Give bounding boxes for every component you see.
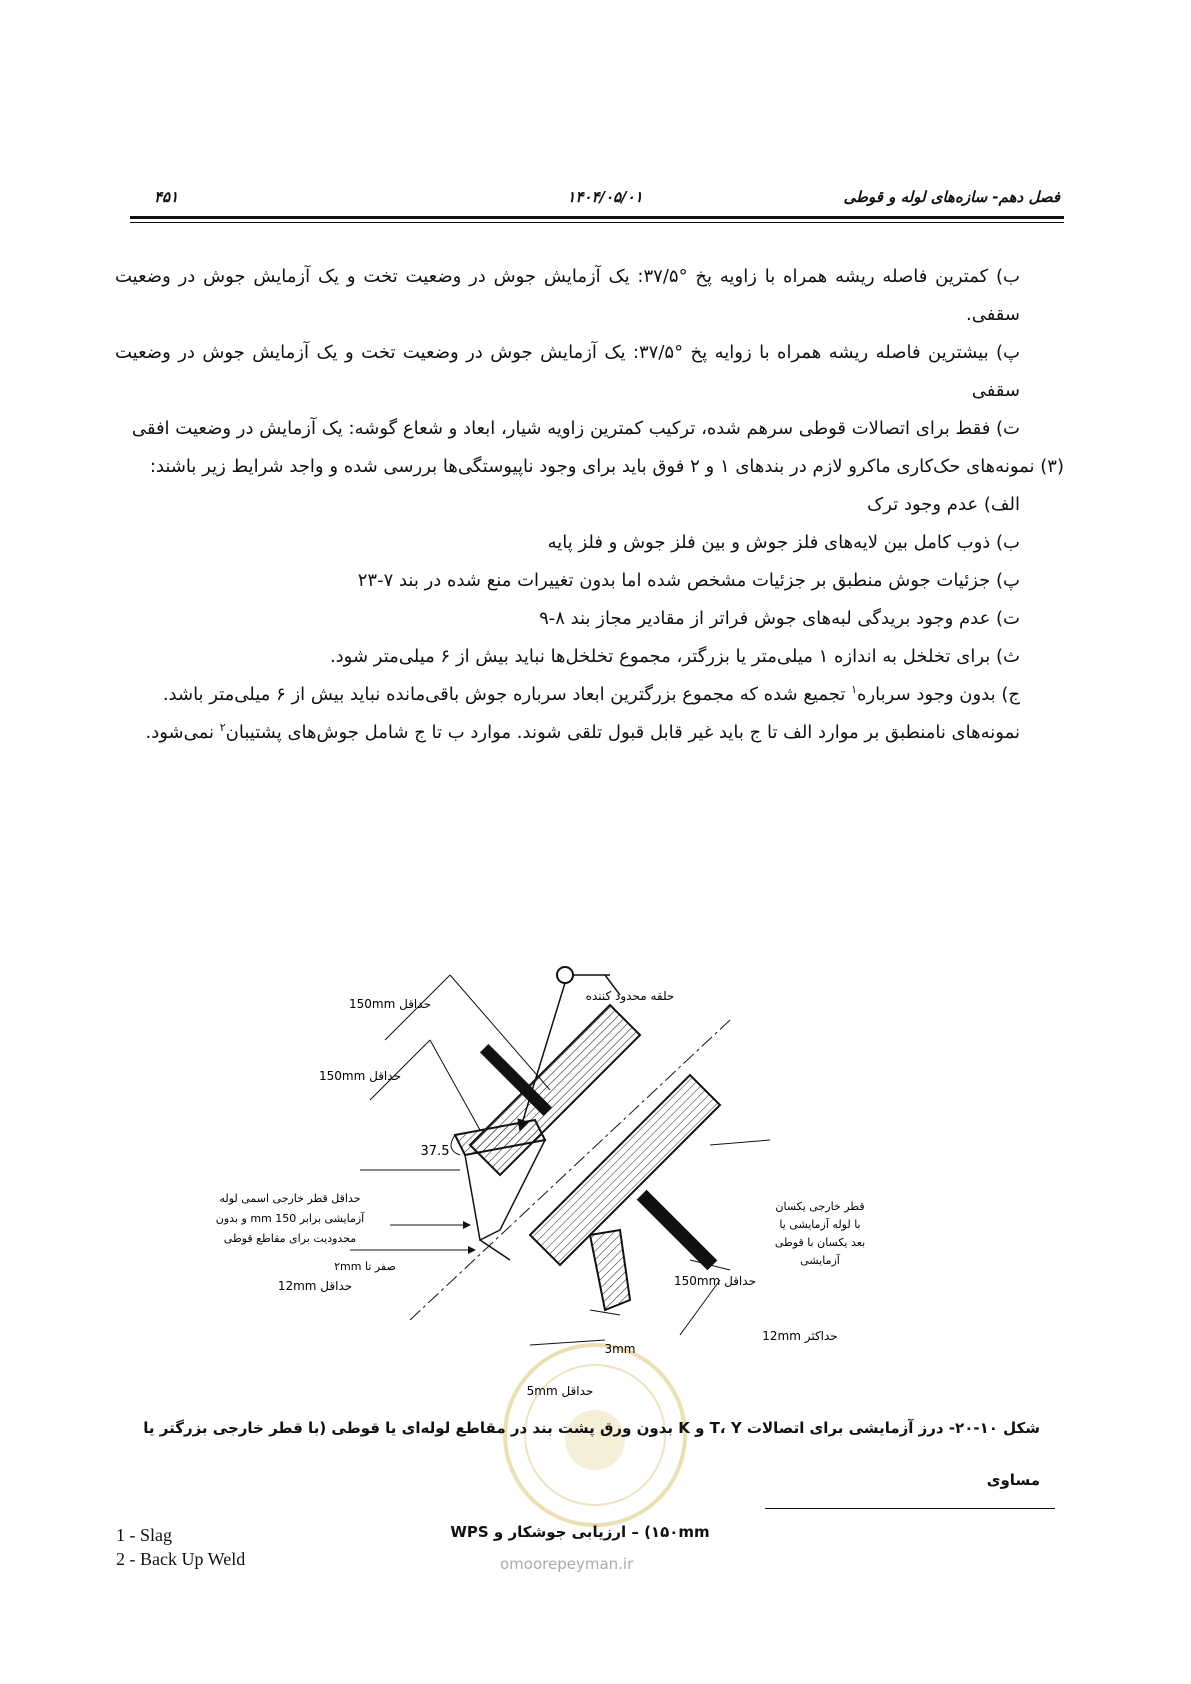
footnote-rule xyxy=(765,1508,1055,1509)
label-same-od-1: قطر خارجی یکسان xyxy=(775,1200,865,1213)
label-same-od-4: آزمایشی xyxy=(800,1254,840,1267)
footnote-2: 2 - Back Up Weld xyxy=(116,1549,246,1569)
watermark-text: omoorepeyman.ir xyxy=(500,1555,634,1573)
paragraph-p1: پ) بیشترین فاصله ریشه همراه با زوایه پخ °۳۷/۵: یک آزمایش جوش در وضعیت تخت و یک آزمایش جوش در وضعیت سقفی xyxy=(115,342,1021,401)
restraint-bar-bottom xyxy=(637,1190,718,1271)
label-angle: 37.5 xyxy=(420,1144,450,1159)
paragraph-t1: ت) فقط برای اتصالات قوطی سرهم شده، ترکیب کمترین زاویه شیار، ابعاد و شعاع گوشه: یک آزمایش در وضعیت افقی xyxy=(131,418,1020,439)
label-same-od-3: بعد یکسان با قوطی xyxy=(774,1236,866,1249)
item-jim-text-a: ج) بدون وجود سرباره xyxy=(857,684,1020,705)
caption-line-2: ۱۵۰mm) – ارزیابی جوشکار و WPS xyxy=(450,1523,710,1541)
label-3mm: 3mm xyxy=(604,1342,636,1356)
label-same-od-2: با لوله آزمایشی یا xyxy=(779,1218,861,1231)
label-od-note-3: محدودیت برای مقاطع قوطی xyxy=(223,1232,357,1245)
label-od-note-1: حداقل قطر خارجی اسمی لوله xyxy=(219,1192,361,1205)
chapter-title: فصل دهم- سازه‌های لوله و قوطی xyxy=(843,188,1060,206)
page-number: ۴۵۱ xyxy=(154,188,179,206)
paragraph-final xyxy=(115,714,1020,752)
header-date: ۱۴۰۴/۰۵/۰۱ xyxy=(567,188,643,206)
label-min150-top: حداقل 150mm xyxy=(349,997,431,1011)
label-max12: حداکثر 12mm xyxy=(762,1329,838,1343)
body-text xyxy=(115,258,1064,752)
welding-test-joint-figure xyxy=(210,940,910,1400)
item-jim-text-b: تجمیع شده که مجموع بزرگترین ابعاد سرباره جوش باقی‌مانده نباید بیش از ۶ میلی‌متر باشد. xyxy=(162,684,852,705)
label-min150-mid: حداقل 150mm xyxy=(319,1069,401,1083)
item-te: ت) عدم وجود بریدگی لبه‌های جوش فراتر از مقادیر مجاز بند ۸-۹ xyxy=(539,608,1020,629)
final-text-b: نمی‌شود. xyxy=(145,722,220,743)
page-header xyxy=(150,188,1060,214)
footnote-ref-1: ۱ xyxy=(851,683,858,696)
header-rule-thick xyxy=(130,216,1064,219)
footnote-1: 1 - Slag xyxy=(116,1525,172,1545)
item-alef: الف) عدم وجود ترک xyxy=(867,494,1020,515)
figure-caption xyxy=(120,1402,1040,1558)
item-se: ث) برای تخلخل به اندازه ۱ میلی‌متر یا بزرگتر، مجموع تخلخل‌ها نباید بیش از ۶ میلی‌متر شود. xyxy=(329,646,1020,667)
final-text-a: نمونه‌های نامنطبق بر موارد الف تا ج باید غیر قابل قبول تلقی شوند. موارد ب تا ج شامل جوش‌های پشتیبان xyxy=(225,722,1020,743)
label-restraint-ring: حلقه محدود کننده xyxy=(585,989,675,1003)
label-gap: صفر تا ۲mm xyxy=(334,1260,396,1273)
footnote-ref-2: ۲ xyxy=(219,721,226,734)
paragraph-b1: ب) کمترین فاصله ریشه همراه با زاویه پخ °۳۷/۵: یک آزمایش جوش در وضعیت تخت و یک آزمایش جوش در وضعیت سقفی. xyxy=(115,266,1020,325)
label-od-note-2: آزمایشی برابر 150 mm و بدون xyxy=(215,1212,365,1225)
item-be: ب) ذوب کامل بین لایه‌های فلز جوش و بین فلز جوش و فلز پایه xyxy=(547,532,1020,553)
caption-line-1: شکل ۱۰-۲۰- درز آزمایشی برای اتصالات T، Y و K بدون ورق پشت بند در مقاطع لوله‌ای یا قوطی (با قطر خارجی بزرگتر یا مساوی xyxy=(143,1419,1040,1489)
item-jim xyxy=(115,676,1020,714)
paragraph-item3: (۳) نمونه‌های حک‌کاری ماکرو لازم در بندهای ۱ و ۲ فوق باید برای وجود ناپیوستگی‌ها بررسی شده و واجد شرایط زیر باشند: xyxy=(149,456,1064,477)
label-min5: حداقل 5mm xyxy=(526,1384,594,1398)
label-min150-right: حداقل 150mm xyxy=(674,1274,756,1288)
footnotes xyxy=(116,1523,245,1571)
label-min12: حداقل 12mm xyxy=(277,1279,353,1293)
branch-pipe xyxy=(410,1005,730,1320)
item-pe: پ) جزئیات جوش منطبق بر جزئیات مشخص شده اما بدون تغییرات منع شده در بند ۷-۲۳ xyxy=(357,570,1020,591)
header-rule-thin xyxy=(130,222,1064,223)
